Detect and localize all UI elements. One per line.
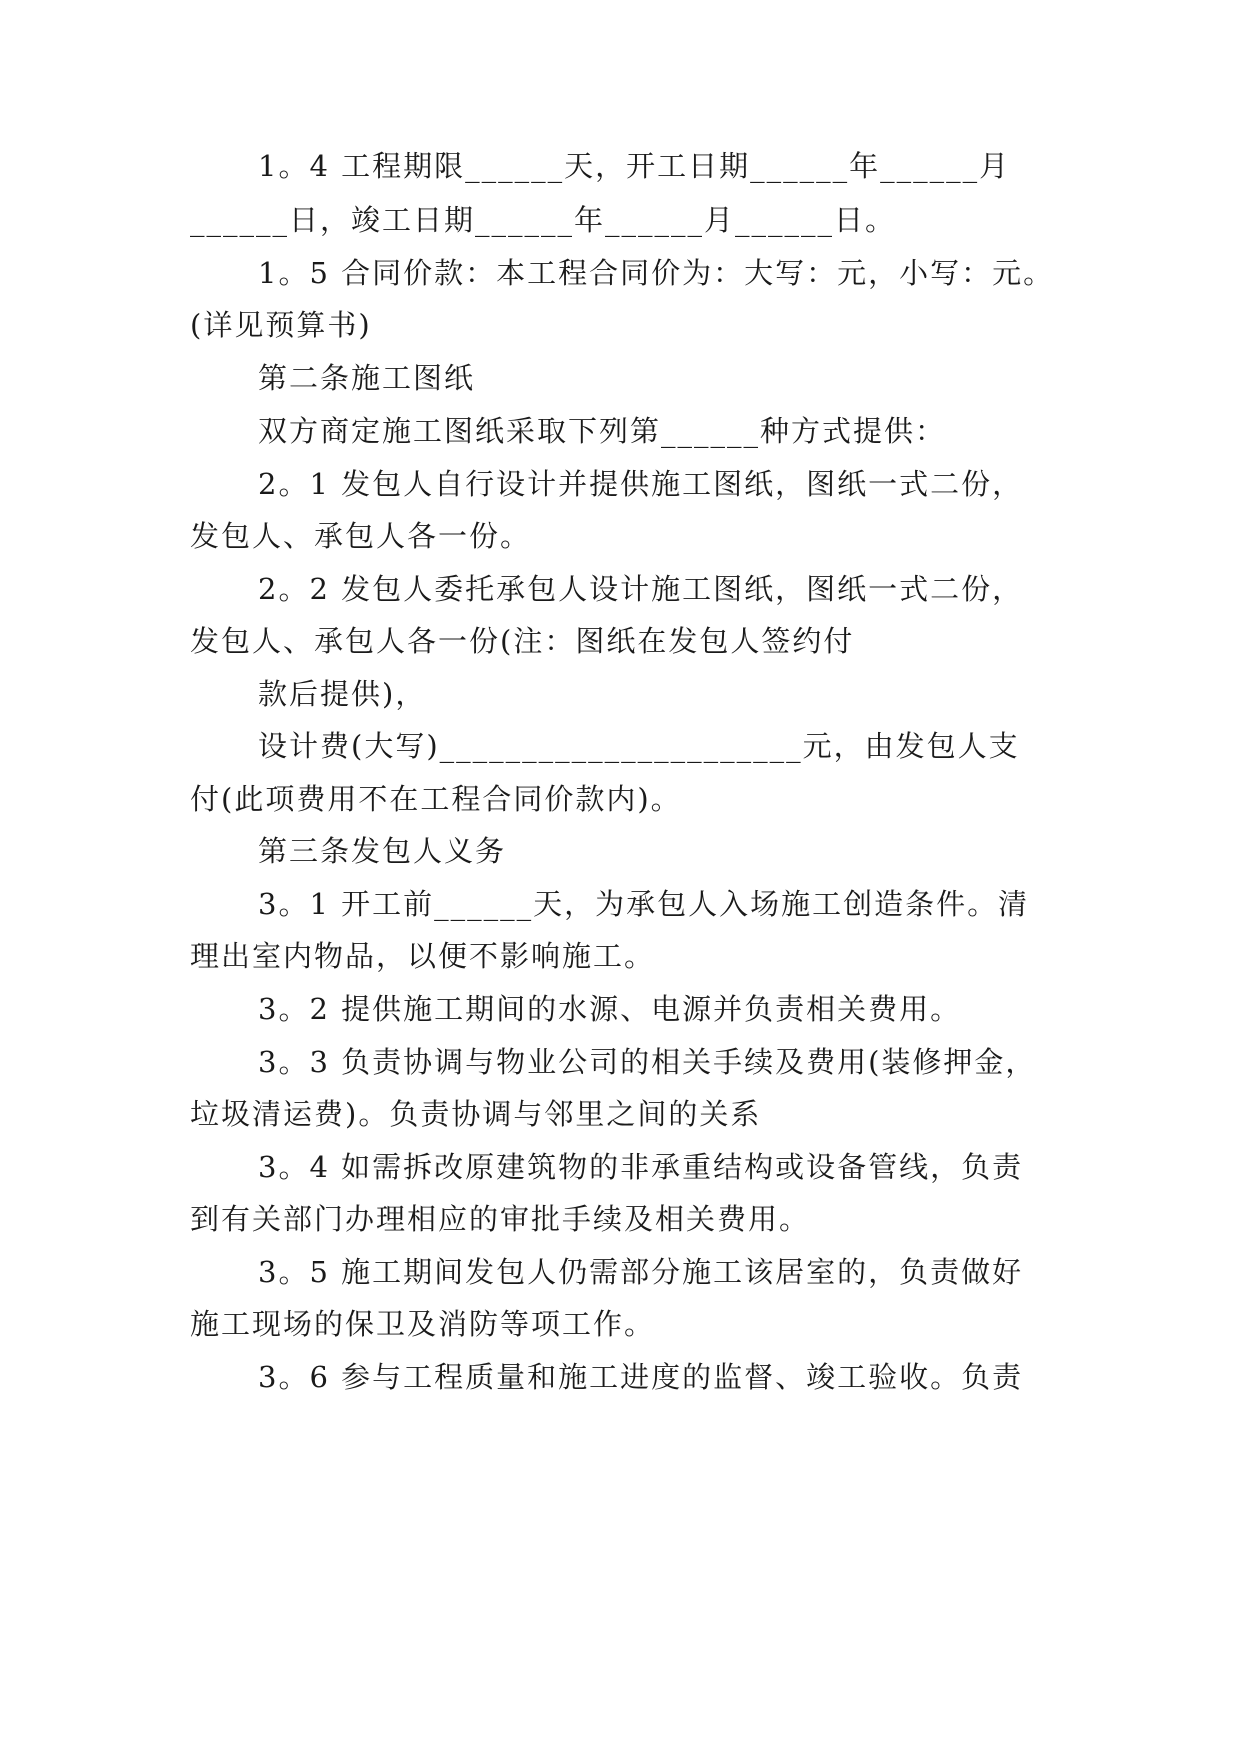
text-line: 1。5 合同价款：本工程合同价为：大写：元，小写：元。	[258, 256, 1055, 290]
text-line: 发包人、承包人各一份(注：图纸在发包人签约付	[190, 624, 855, 658]
text-line: 3。6 参与工程质量和施工进度的监督、竣工验收。负责	[258, 1360, 1024, 1394]
section-heading: 第二条施工图纸	[258, 361, 476, 395]
section-heading: 第三条发包人义务	[258, 834, 507, 868]
text-line: 理出室内物品，以便不影响施工。	[190, 939, 656, 973]
text-line: 施工现场的保卫及消防等项工作。	[190, 1307, 656, 1341]
text-line: 款后提供)，	[258, 677, 427, 711]
text-line: ______日，竣工日期______年______月______日。	[190, 203, 897, 237]
text-line: 3。2 提供施工期间的水源、电源并负责相关费用。	[258, 992, 962, 1026]
text-line: 1。4 工程期限______天，开工日期______年______月	[258, 149, 1011, 183]
text-line: 到有关部门办理相应的审批手续及相关费用。	[190, 1202, 811, 1236]
text-line: 3。4 如需拆改原建筑物的非承重结构或设备管线，负责	[258, 1150, 1024, 1184]
text-line: 付(此项费用不在工程合同价款内)。	[190, 782, 682, 816]
text-line: 2。2 发包人委托承包人设计施工图纸，图纸一式二份，	[258, 572, 1024, 606]
text-line: 发包人、承包人各一份。	[190, 519, 532, 553]
text-line: 2。1 发包人自行设计并提供施工图纸，图纸一式二份，	[258, 467, 1024, 501]
text-line: 垃圾清运费)。负责协调与邻里之间的关系	[190, 1097, 762, 1131]
text-line: 3。1 开工前______天，为承包人入场施工创造条件。清	[258, 887, 1030, 921]
text-line: (详见预算书)	[190, 308, 372, 342]
text-line: 设计费(大写)______________________元，由发包人支	[258, 729, 1020, 763]
text-line: 3。3 负责协调与物业公司的相关手续及费用(装修押金，	[258, 1045, 1037, 1079]
text-line: 3。5 施工期间发包人仍需部分施工该居室的，负责做好	[258, 1255, 1024, 1289]
text-line: 双方商定施工图纸采取下列第______种方式提供：	[258, 414, 947, 448]
